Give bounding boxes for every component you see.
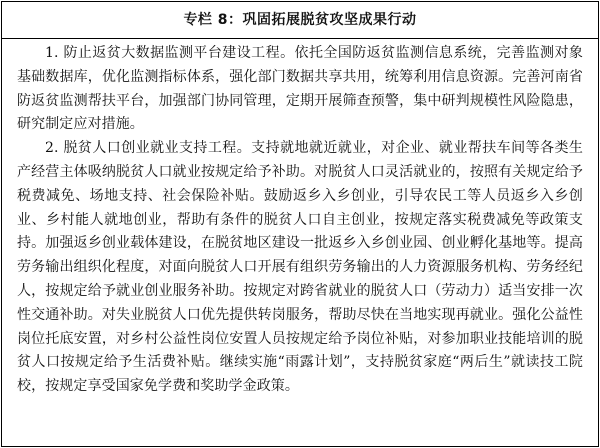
column-box xyxy=(1,1,599,447)
paragraph-monitoring-platform: 1. 防止返贫大数据监测平台建设工程。依托全国防返贫监测信息系统，完善监测对象基础数据库，优化监测指标体系，强化部门数据共享共用，统筹利用信息资源。完善河南省防返贫监测帮扶平台，加强部门协同管理，定期开展筛查预警，集中研判规模性风险隐患，研究制定应对措施。 xyxy=(17,45,583,133)
paragraph-employment-support: 2. 脱贫人口创业就业支持工程。支持就地就近就业，对企业、就业帮扶车间等各类生产经营主体吸纳脱贫人口就业按规定给予补助。对脱贫人口灵活就业的，按照有关规定给予税费减免、场地支持、社会保险补贴。鼓励返乡入乡创业，引导农民工等人员返乡入乡创业、乡村能人就地创业，帮助有条件的脱贫人口自主创业，按规定落实税费减免等政策支持。加强返乡创业载体建设，在脱贫地区建设一批返乡入乡创业园、创业孵化基地等。提高劳务输出组织化程度，对面向脱贫人口开展有组织劳务输出的人力资源服务机构、劳务经纪人，按规定给予就业创业服务补助。按规定对跨省就业的脱贫人口（劳动力）适当安排一次性交通补助。对失业脱贫人口优先提供转岗服务，帮助尽快在当地实现再就业。强化公益性岗位托底安置，对乡村公益性岗位安置人员按规定给予岗位补贴，对参加职业技能培训的脱贫人口按规定给予生活费补贴。继续实施“雨露计划”，支持脱贫家庭“两后生”就读技工院校，按规定享受国家免学费和奖助学金政策。 xyxy=(17,140,583,395)
box-title: 专栏 8：巩固拓展脱贫攻坚成果行动 xyxy=(2,2,598,39)
box-body xyxy=(2,39,598,399)
